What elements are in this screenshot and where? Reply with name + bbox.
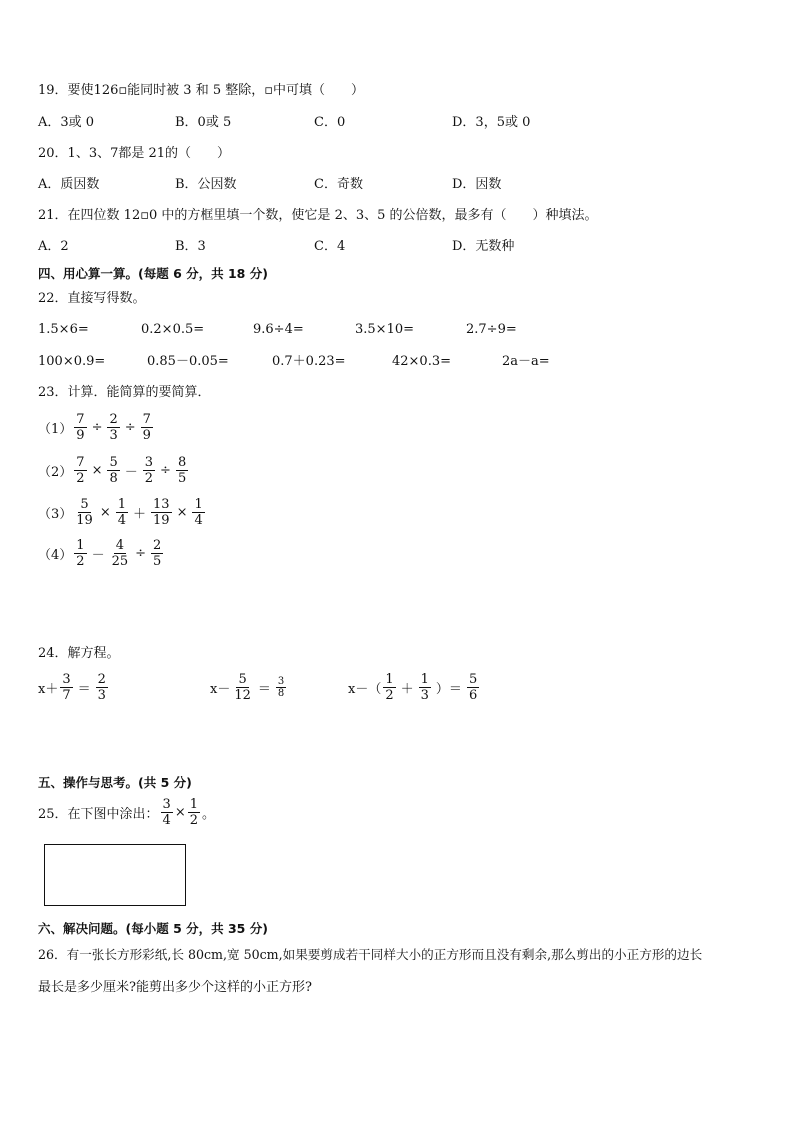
- fraction: $\frac{7}{9}$: [76, 412, 85, 443]
- fraction: $\frac{1}{2}$: [385, 672, 394, 703]
- q23-item-2: [38, 455, 190, 486]
- q22-r2-c1: 100×0.9=: [38, 354, 106, 369]
- equation-lead: x－（: [348, 682, 382, 697]
- q22-r2-c5: 2a－a=: [502, 354, 550, 369]
- fraction: $\frac{1}{3}$: [420, 672, 429, 703]
- fraction: $\frac{2}{3}$: [109, 412, 118, 443]
- q22-r2-c4: 42×0.3=: [392, 354, 452, 369]
- q26-line-1: 26．有一张长方形彩纸,长 80cm,宽 50cm,如果要剪成若干同样大小的正方形而且没有剩余,那么剪出的小正方形的边长: [38, 947, 703, 962]
- equation-lead: x＋: [38, 682, 59, 697]
- operator: ＋: [133, 507, 147, 522]
- operator: ×: [176, 505, 188, 520]
- q25-stem: [38, 797, 215, 828]
- q21-option-c: C．4: [314, 239, 346, 254]
- q21-option-b: B．3: [175, 239, 206, 254]
- q19-option-d: D．3，5或 0: [452, 115, 531, 130]
- q24-equation-1: [38, 672, 110, 703]
- operator: ＋: [400, 682, 414, 697]
- operator: ×: [99, 505, 111, 520]
- operator: －: [91, 548, 105, 563]
- q22-stem: 22．直接写得数。: [38, 291, 146, 306]
- q22-r1-c4: 3.5×10=: [355, 322, 415, 337]
- fraction: $\frac{3}{4}$: [162, 797, 171, 828]
- q22-r1-c3: 9.6÷4=: [253, 322, 304, 337]
- operator: ×: [91, 463, 103, 478]
- equals-sign: ＝: [77, 682, 91, 697]
- section-4-title: 四、用心算一算。(每题 6 分，共 18 分): [38, 266, 268, 281]
- q21-stem: 21．在四位数 12▫0 中的方框里填一个数，使它是 2、3、5 的公倍数，最多有（ ）种填法。: [38, 208, 598, 223]
- q23-item-2-label: （2）: [38, 465, 73, 480]
- operator: ÷: [135, 546, 147, 561]
- q20-option-b: B．公因数: [175, 177, 237, 192]
- operator: ÷: [124, 420, 136, 435]
- fraction: $\frac{1}{2}$: [76, 538, 85, 569]
- q25-stem-text: 25．在下图中涂出：: [38, 807, 159, 822]
- q23-stem: 23．计算．能简算的要简算．: [38, 385, 211, 400]
- q19-option-b: B．0或 5: [175, 115, 232, 130]
- operator: －: [124, 465, 138, 480]
- fraction: $\frac{5}{6}$: [468, 672, 478, 703]
- q23-item-1: [38, 412, 155, 443]
- q20-option-a: A．质因数: [38, 177, 100, 192]
- operator: ÷: [91, 420, 103, 435]
- q22-r2-c3: 0.7＋0.23=: [272, 354, 346, 369]
- operator: ÷: [160, 463, 171, 478]
- q22-r1-c2: 0.2×0.5=: [141, 322, 205, 337]
- fraction: $\frac{5}{8}$: [109, 455, 118, 486]
- q22-r1-c1: 1.5×6=: [38, 322, 89, 337]
- fraction: $\frac{3}{7}$: [62, 672, 71, 703]
- operator: ×: [174, 805, 186, 820]
- equation-lead: x－: [210, 682, 231, 697]
- fraction: $\frac{13}{19}$: [153, 497, 170, 528]
- q23-item-3-label: （3）: [38, 507, 73, 522]
- fraction: $\frac{4}{25}$: [111, 538, 129, 569]
- fraction: $\frac{5}{12}$: [234, 672, 251, 703]
- q26-line-2: 最长是多少厘米?能剪出多少个这样的小正方形?: [38, 980, 312, 995]
- fraction: $\frac{1}{4}$: [194, 497, 203, 528]
- q24-equation-3: [348, 672, 481, 703]
- equals-sign: ）＝: [435, 682, 462, 697]
- q23-item-3: [38, 497, 207, 528]
- q19-stem: 19．要使126▫能同时被 3 和 5 整除，▫中可填（ ）: [38, 83, 365, 98]
- fraction: $\frac{8}{5}$: [177, 455, 187, 486]
- fraction: $\frac{1}{2}$: [189, 797, 199, 828]
- q22-r1-c5: 2.7÷9=: [466, 322, 517, 337]
- q19-option-a: A．3或 0: [38, 115, 95, 130]
- q23-item-4: [38, 538, 165, 569]
- q21-option-a: A．2: [38, 239, 69, 254]
- fraction: $\frac{2}{3}$: [97, 672, 106, 703]
- q23-item-4-label: （4）: [38, 548, 73, 563]
- q20-option-d: D．因数: [452, 177, 502, 192]
- q20-option-c: C．奇数: [314, 177, 363, 192]
- fraction: $\frac{7}{2}$: [76, 455, 85, 486]
- fraction: $\frac{1}{4}$: [117, 497, 127, 528]
- q22-r2-c2: 0.85－0.05=: [147, 354, 229, 369]
- equals-sign: ＝: [257, 682, 271, 697]
- q19-option-c: C．0: [314, 115, 346, 130]
- shading-rectangle[interactable]: [44, 844, 186, 906]
- q20-stem: 20．1、3、7都是 21的（ ）: [38, 146, 231, 161]
- q25-stem-tail: 。: [202, 807, 216, 822]
- q24-stem: 24．解方程。: [38, 646, 120, 661]
- fraction: $\frac{5}{19}$: [76, 497, 93, 528]
- section-5-title: 五、操作与思考。(共 5 分): [38, 775, 192, 790]
- fraction: $\frac{2}{5}$: [153, 538, 162, 569]
- q23-item-1-label: （1）: [38, 422, 73, 437]
- fraction: $\frac{7}{9}$: [142, 412, 151, 443]
- fraction: $\frac{3}{8}$: [277, 676, 285, 699]
- q21-option-d: D．无数种: [452, 239, 515, 254]
- q24-equation-2: [210, 672, 288, 703]
- fraction: $\frac{3}{2}$: [144, 455, 154, 486]
- section-6-title: 六、解决问题。(每小题 5 分，共 35 分): [38, 921, 268, 936]
